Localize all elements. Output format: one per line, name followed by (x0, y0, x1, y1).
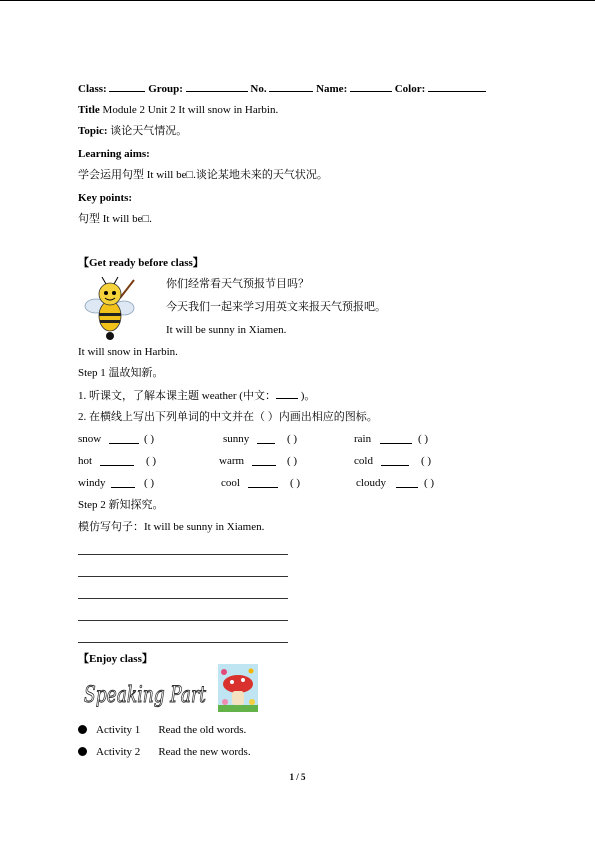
paren-warm[interactable]: ( ) (287, 455, 298, 467)
activity-1 (78, 723, 246, 737)
title-text: Module 2 Unit 2 It will snow in Harbin. (102, 104, 279, 116)
writing-line-5[interactable] (78, 642, 288, 643)
step1-title: Step 1 温故知新。 (78, 367, 164, 379)
bullet-icon (78, 747, 87, 756)
writing-line-4[interactable] (78, 620, 288, 621)
blank-hot[interactable] (100, 455, 134, 466)
word-warm: warm (219, 455, 245, 467)
aims-label: Learning aims: (78, 148, 150, 160)
group-blank[interactable] (186, 81, 248, 92)
step1-item1-text: 1. 听课文，了解本课主题 weather (中文： (78, 390, 276, 402)
no-label: No. (250, 83, 267, 95)
blank-windy[interactable] (111, 477, 135, 488)
speaking-part-text: Speaking Part (84, 683, 207, 708)
word-hot: hot (78, 455, 93, 467)
topic-label: Topic: (78, 125, 108, 137)
step1-item2: 2. 在横线上写出下列单词的中文并在（ ）内画出相应的图标。 (78, 411, 378, 423)
class-blank[interactable] (109, 81, 145, 92)
blank-cool[interactable] (248, 477, 278, 488)
topic-text: 谈论天气情况。 (110, 125, 188, 137)
blank-cold[interactable] (381, 455, 409, 466)
blank-sunny[interactable] (257, 433, 275, 444)
step2-title: Step 2 新知探究。 (78, 499, 164, 511)
paren-windy[interactable]: ( ) (144, 477, 155, 489)
activity-1-name: Activity 1 (96, 724, 141, 736)
bee-icon (82, 276, 138, 342)
no-blank[interactable] (269, 81, 313, 92)
weather-meaning-blank[interactable] (276, 388, 298, 399)
get-ready-line-2: 今天我们一起来学习用英文来报天气预报吧。 (166, 301, 386, 313)
get-ready-line-4: It will snow in Harbin. (78, 346, 178, 358)
paren-rain[interactable]: ( ) (418, 433, 429, 445)
word-row-2 (78, 455, 498, 469)
color-label: Color: (394, 83, 426, 95)
word-cloudy: cloudy (356, 477, 386, 489)
name-label: Name: (316, 83, 348, 95)
writing-line-3[interactable] (78, 598, 288, 599)
header-fields (78, 81, 486, 96)
word-row-1 (78, 433, 498, 447)
aims-text: 学会运用句型 It will be□.谈论某地未来的天气状况。 (78, 169, 328, 181)
get-ready-line-1: 你们经常看天气预报节目吗？ (166, 278, 309, 290)
word-cold: cold (354, 455, 373, 467)
blank-cloudy[interactable] (396, 477, 418, 488)
key-points-text: 句型 It will be□. (78, 213, 152, 225)
paren-cloudy[interactable]: ( ) (424, 477, 435, 489)
activity-2 (78, 745, 251, 759)
enjoy-heading: 【Enjoy class】 (78, 653, 153, 665)
writing-line-1[interactable] (78, 554, 288, 555)
blank-snow[interactable] (109, 433, 139, 444)
step2-imitate: 模仿写句子：It will be sunny in Xiamen. (78, 521, 265, 533)
writing-line-2[interactable] (78, 576, 288, 577)
name-blank[interactable] (350, 81, 392, 92)
bullet-icon (78, 725, 87, 734)
page-number: 1 / 5 (289, 772, 306, 782)
paren-cold[interactable]: ( ) (421, 455, 432, 467)
word-windy: windy (78, 477, 106, 489)
word-snow: snow (78, 433, 102, 445)
blank-rain[interactable] (380, 433, 412, 444)
get-ready-line-3: It will be sunny in Xiamen. (166, 324, 287, 336)
paren-sunny[interactable]: ( ) (287, 433, 298, 445)
color-blank[interactable] (428, 81, 486, 92)
class-label: Class: (78, 83, 107, 95)
title-label: Title (78, 104, 100, 116)
step1-item1-end: )。 (297, 390, 316, 402)
paren-snow[interactable]: ( ) (144, 433, 155, 445)
activity-2-name: Activity 2 (96, 746, 141, 758)
step1-item1 (78, 388, 315, 403)
paren-hot[interactable]: ( ) (146, 455, 157, 467)
group-label: Group: (148, 83, 183, 95)
top-rule (0, 0, 595, 1)
word-rain: rain (354, 433, 372, 445)
blank-warm[interactable] (252, 455, 276, 466)
topic-line (78, 124, 187, 138)
title-line (78, 103, 278, 117)
paren-cool[interactable]: ( ) (290, 477, 301, 489)
speaking-part-logo (82, 676, 210, 710)
get-ready-heading: 【Get ready before class】 (78, 257, 204, 269)
mushroom-icon (218, 664, 258, 712)
word-cool: cool (221, 477, 240, 489)
activity-2-text: Read the new words. (158, 746, 251, 758)
word-sunny: sunny (223, 433, 250, 445)
key-points-label: Key points: (78, 192, 133, 204)
activity-1-text: Read the old words. (158, 724, 247, 736)
word-row-3 (78, 477, 498, 491)
